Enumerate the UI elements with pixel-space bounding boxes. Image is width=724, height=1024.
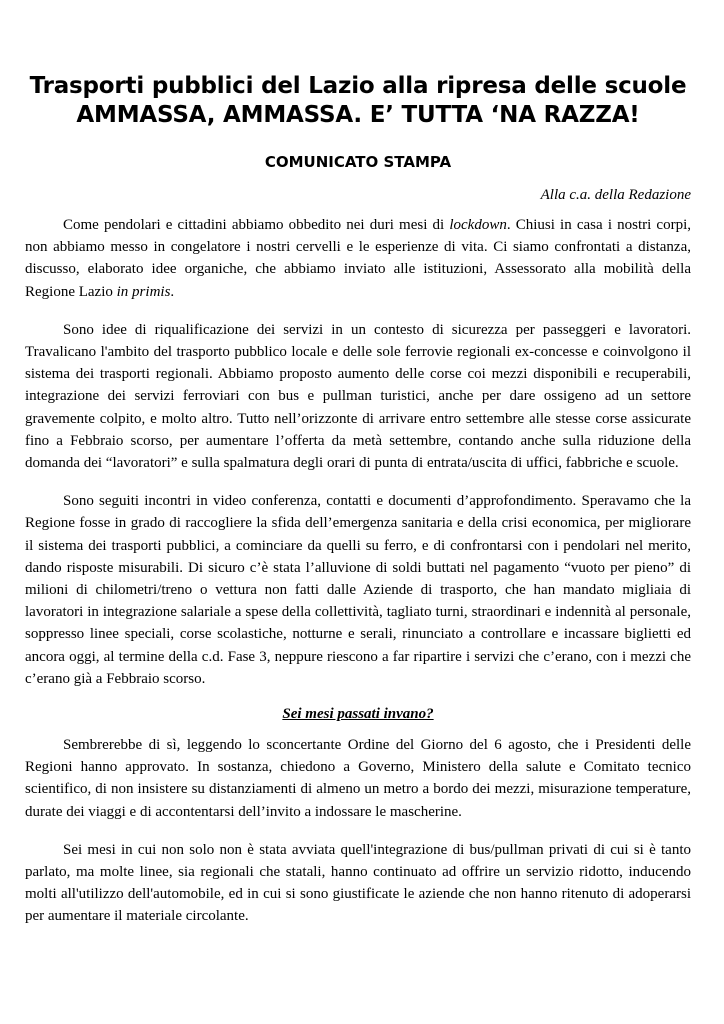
document-page	[25, 72, 691, 928]
title-line-2: AMMASSA, AMMASSA. E’ TUTTA ‘NA RAZZA!	[76, 102, 640, 128]
paragraph-2: Sono idee di riqualificazione dei servizi in un contesto di sicurezza per passeggeri e lavoratori. Travalicano l'ambito del trasporto pubblico locale e delle sole ferrovie regionali ex-concesse e coinvolgono il sistema dei trasporti regionali. Abbiamo proposto aumento delle corse coi mezzi disponibili e recuperabili, integrazione dei servizi ferroviari con bus e pullman turistici, anche per dare ossigeno ad un settore gravemente colpito, e molto altro. Tutto nell’orizzonte di arrivare entro settembre alle stesse corse assicurate fino a Febbraio scorso, per aumentare l’offerta da metà settembre, contando anche sulla riduzione della domanda dei “lavoratori” e sulla spalmatura degli orari di punta di entrata/uscita di uffici, fabbriche e scuole.	[25, 321, 691, 472]
p1-emphasis-lockdown: lockdown	[449, 217, 507, 233]
document-title	[25, 72, 691, 130]
title-line-1: Trasporti pubblici del Lazio alla ripresa delle scuole	[29, 73, 687, 99]
paragraph-1	[25, 214, 691, 303]
press-release-label: COMUNICATO STAMPA	[264, 153, 452, 171]
p1-text-b: . Chiusi in casa i nostri corpi, non abbiamo messo in congelatore i nostri cervelli e le esperienze di vita. Ci siamo confrontati a distanza, discusso, elaborato idee organiche, che abbiamo inviato alle istituzioni, Assessorato alla mobilità della Regione Lazio	[25, 217, 692, 300]
p1-emphasis-in-primis: in primis	[116, 283, 171, 300]
paragraph-5: Sei mesi in cui non solo non è stata avviata quell'integrazione di bus/pullman privati di cui si è tanto parlato, ma molte linee, sia regionali che statali, hanno continuato ad offrire un servizio ridotto, inducendo molti all'utilizzo dell'automobile, ed in cui si sono giustificate le aziende che non hanno ritenuto di adoperarsi per aumentare il materiale circolante.	[25, 841, 691, 925]
section-heading: Sei mesi passati invano?	[282, 706, 434, 723]
paragraph-3: Sono seguiti incontri in video conferenza, contatti e documenti d’approfondimento. Speravamo che la Regione fosse in grado di raccogliere la sfida dell’emergenza sanitaria e della crisi economica, per migliorare il sistema dei trasporti pubblici, a cominciare da quelli su ferro, e di confrontarsi con i pendolari nel merito, dando risposte misurabili. Di sicuro c’è stata l’alluvione di soldi buttati nel pagamento “vuoto per pieno” di milioni di chilometri/treno o vettura non fatti dalle Aziende di trasporto, che han mandato migliaia di lavoratori in integrazione salariale a spese della collettività, tagliato turni, straordinari e indennità al personale, soppresso linee speciali, corse scolastiche, notturne e serali, rinunciato a controllare e incassare biglietti ed ancora oggi, al termine della c.d. Fase 3, neppure riescono a far ripartire i servizi che c’erano, con i mezzi che c’erano già a Febbraio scorso.	[25, 493, 691, 687]
paragraph-4: Sembrerebbe di sì, leggendo lo sconcertante Ordine del Giorno del 6 agosto, che i Presidenti delle Regioni hanno approvato. In sostanza, chiedono a Governo, Ministero della salute e Comitato tecnico scientifico, di non insistere su distanziamenti di almeno un metro a bordo dei mezzi, misurazione temperature, durate dei viaggi e di accontentarsi dell’invito a indossare le mascherine.	[25, 737, 691, 820]
salutation: Alla c.a. della Redazione	[540, 187, 691, 203]
p1-text-a: Come pendolari e cittadini abbiamo obbedito nei duri mesi di	[63, 217, 450, 233]
p1-text-c: .	[170, 283, 175, 300]
